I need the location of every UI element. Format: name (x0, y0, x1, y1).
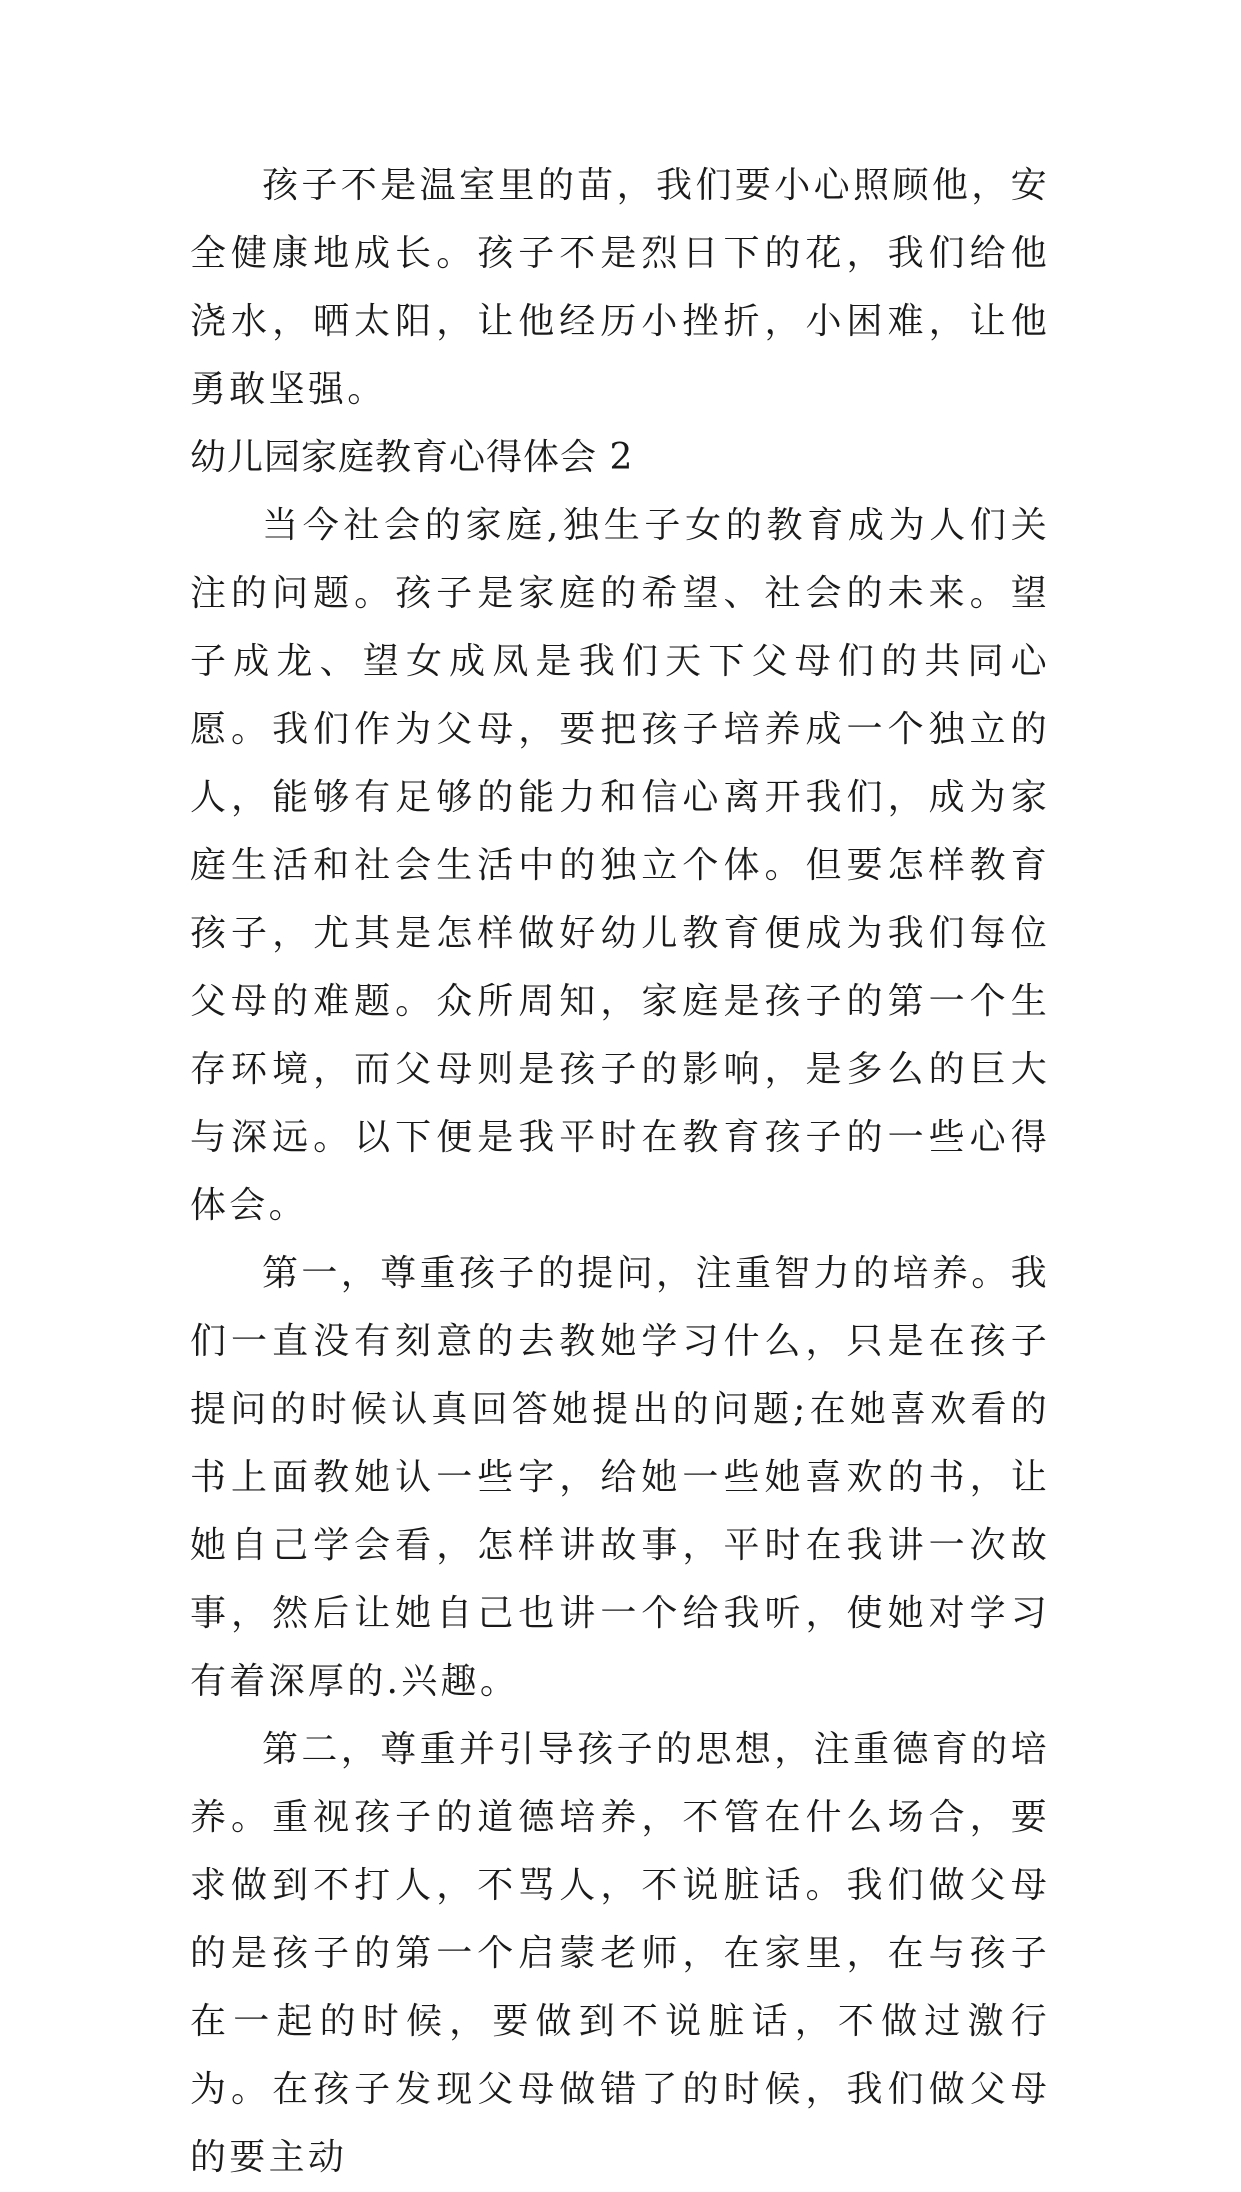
paragraph-2: 第一，尊重孩子的提问，注重智力的培养。我们一直没有刻意的去教她学习什么，只是在孩子提问的时候认真回答她提出的问题;在她喜欢看的书上面教她认一些字，给她一些她喜欢的书，让她自己学会看，怎样讲故事，平时在我讲一次故事，然后让她自己也讲一个给我听，使她对学习有着深厚的.兴趣。 (190, 1253, 1050, 1702)
section-heading: 幼儿园家庭教育心得体会 2 (190, 437, 634, 478)
document-body (190, 152, 1050, 2192)
paragraph-3: 第二，尊重并引导孩子的思想，注重德育的培养。重视孩子的道德培养，不管在什么场合，要求做到不打人，不骂人，不说脏话。我们做父母的是孩子的第一个启蒙老师，在家里，在与孩子在一起的时候，要做到不说脏话，不做过激行为。在孩子发现父母做错了的时候，我们做父母的要主动 (190, 1729, 1050, 2178)
paragraph-1: 当今社会的家庭,独生子女的教育成为人们关注的问题。孩子是家庭的希望、社会的未来。望子成龙、望女成凤是我们天下父母们的共同心愿。我们作为父母，要把孩子培养成一个独立的人，能够有足够的能力和信心离开我们，成为家庭生活和社会生活中的独立个体。但要怎样教育孩子，尤其是怎样做好幼儿教育便成为我们每位父母的难题。众所周知，家庭是孩子的第一个生存环境，而父母则是孩子的影响，是多么的巨大与深远。以下便是我平时在教育孩子的一些心得体会。 (190, 505, 1050, 1226)
intro-paragraph: 孩子不是温室里的苗，我们要小心照顾他，安全健康地成长。孩子不是烈日下的花，我们给他浇水，晒太阳，让他经历小挫折，小困难，让他勇敢坚强。 (190, 165, 1050, 410)
